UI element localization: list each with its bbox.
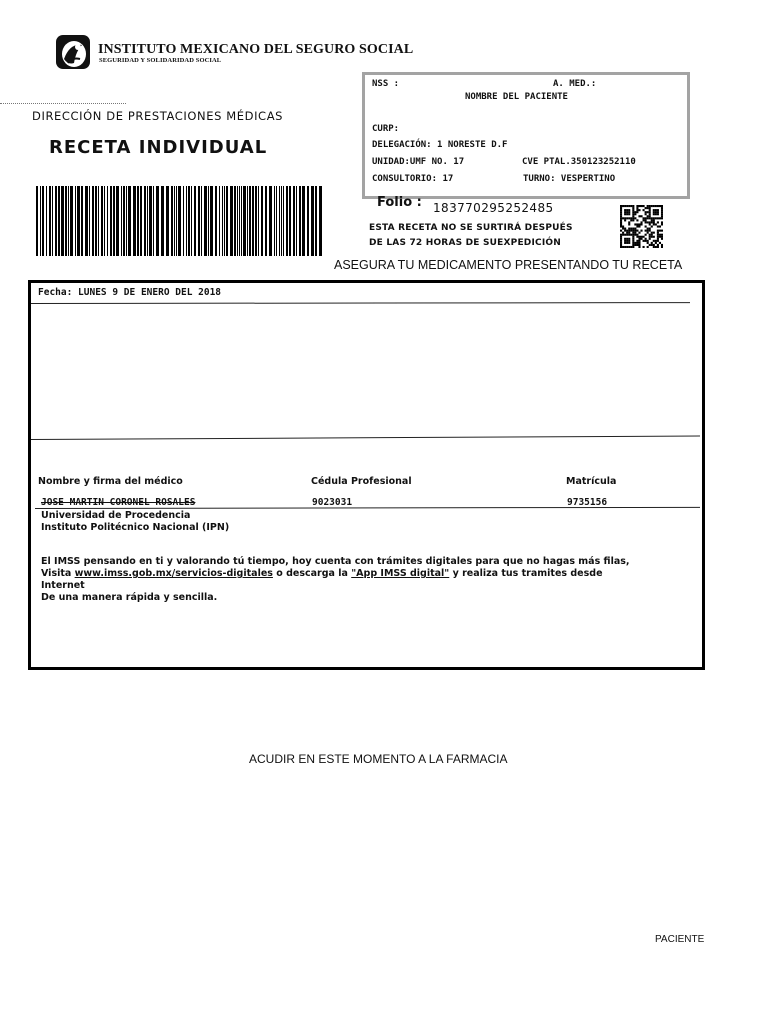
qr-code (620, 205, 663, 248)
curp-label: CURP: (372, 124, 400, 134)
prescription-date: Fecha: LUNES 9 DE ENERO DEL 2018 (38, 287, 222, 298)
message-line2 (41, 568, 630, 580)
consultorio: CONSULTORIO: 17 (372, 174, 454, 184)
university-name: Instituto Politécnico Nacional (IPN) (41, 522, 230, 533)
turno: TURNO: VESPERTINO (523, 174, 616, 184)
unidad: UNIDAD:UMF NO. 17 (372, 157, 465, 167)
matricula-value: 9735156 (567, 497, 608, 508)
expiry-warning-line1: ESTA RECETA NO SE SURTIRÁ DESPUÉS (369, 223, 573, 233)
notice-text: ASEGURA TU MEDICAMENTO PRESENTANDO TU RECETA (334, 258, 683, 272)
prescription-box (28, 280, 705, 670)
delegacion: DELEGACIÓN: 1 NORESTE D.F (372, 140, 508, 150)
amed-label: A. MED.: (553, 79, 597, 89)
copy-label: PACIENTE (655, 934, 705, 945)
nss-label: NSS : (372, 79, 400, 89)
expiry-warning-line2: DE LAS 72 HORAS DE SUEXPEDICIÓN (369, 238, 561, 248)
imss-services-link[interactable]: www.imss.gob.mx/servicios-digitales (74, 568, 273, 579)
imss-logo-icon (54, 33, 92, 71)
folio-number: 183770295252485 (433, 201, 554, 215)
folio-label: Folio : (377, 195, 422, 210)
document-title: RECETA INDIVIDUAL (49, 137, 268, 158)
doctor-name: JOSE MARTIN CORONEL ROSALES (41, 497, 196, 508)
cve-ptal: CVE PTAL.350123252110 (522, 157, 636, 167)
message-rest: y realiza tus tramites desde (452, 568, 603, 579)
university-label: Universidad de Procedencia (41, 510, 191, 521)
app-imss-digital-link[interactable]: "App IMSS digital" (351, 568, 450, 579)
cedula-value: 9023031 (312, 497, 353, 508)
institution-subtitle: SEGURIDAD Y SOLIDARIDAD SOCIAL (99, 57, 222, 64)
message-line1: El IMSS pensando en ti y valorando tú tiempo, hoy cuenta con trámites digitales para que no hagas más filas, (41, 556, 630, 567)
message-visit: Visita (41, 568, 72, 579)
patient-name-label: NOMBRE DEL PACIENTE (465, 92, 568, 102)
digital-services-message (41, 556, 630, 604)
dotted-divider (0, 103, 126, 104)
cedula-header: Cédula Profesional (311, 476, 412, 487)
message-or: o descarga la (276, 568, 348, 579)
matricula-header: Matrícula (566, 476, 617, 487)
doctor-header: Nombre y firma del médico (38, 476, 183, 487)
pharmacy-instruction: ACUDIR EN ESTE MOMENTO A LA FARMACIA (249, 752, 508, 766)
barcode (36, 186, 323, 256)
direction-heading: DIRECCIÓN DE PRESTACIONES MÉDICAS (32, 109, 284, 123)
message-line4: De una manera rápida y sencilla. (41, 592, 218, 603)
message-line3: Internet (41, 580, 85, 591)
institution-name: INSTITUTO MEXICANO DEL SEGURO SOCIAL (98, 42, 414, 57)
